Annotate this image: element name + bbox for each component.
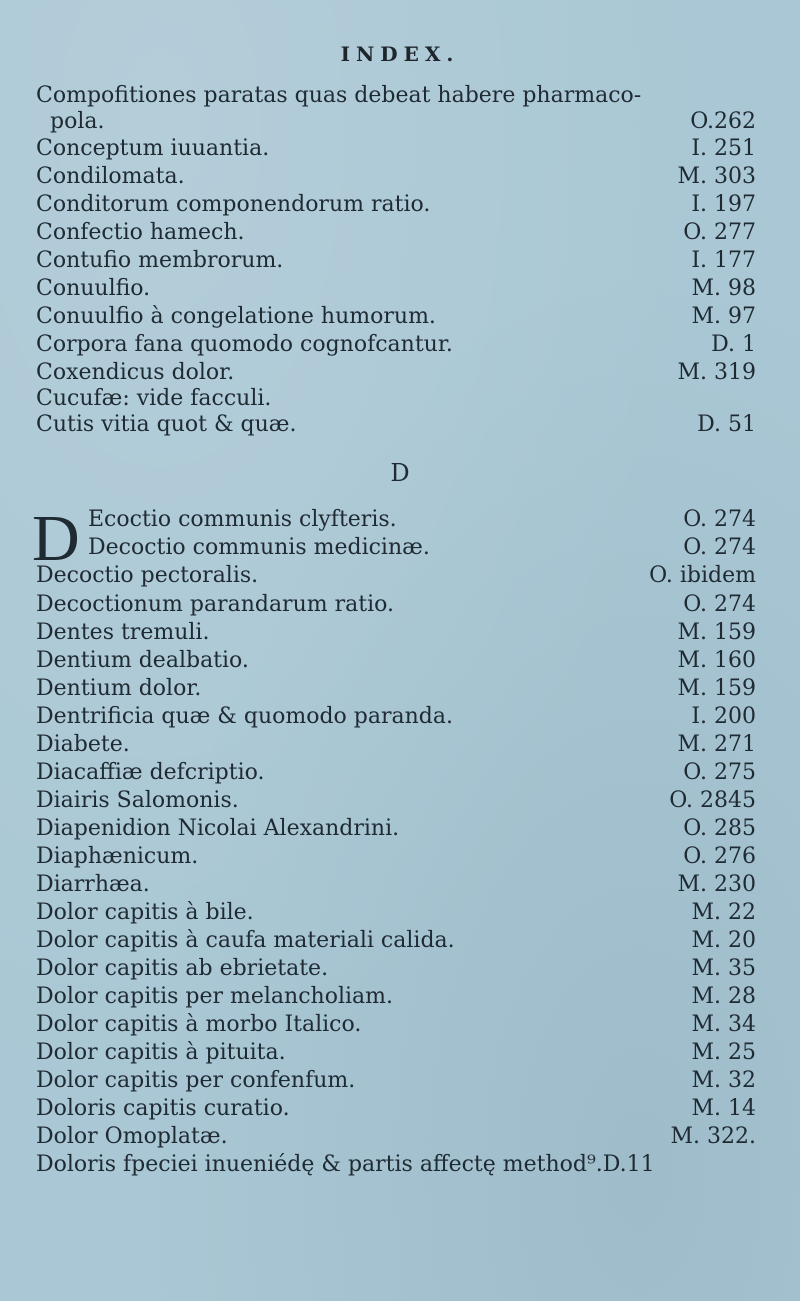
entry-term: Compofitiones paratas quas debeat habere pharmaco-	[36, 83, 642, 108]
entry-term: Decoctio pectoralis.	[36, 563, 259, 588]
entry-ref: M. 159	[677, 620, 756, 645]
entry-term: Dolor capitis à caufa materiali calida.	[36, 928, 455, 953]
entry-ref: M. 230	[677, 872, 756, 897]
index-entry	[36, 815, 756, 843]
entry-term: Dolor capitis ab ebrietate.	[36, 956, 329, 981]
entry-ref: O.262	[690, 109, 756, 134]
entry-term: Dolor capitis per melancholiam.	[36, 984, 393, 1009]
entry-term: Diairis Salomonis.	[36, 788, 239, 813]
entry-term: Dolor capitis à morbo Italico.	[36, 1012, 362, 1037]
entry-ref: O. 274	[683, 535, 756, 560]
index-entry	[36, 1095, 756, 1123]
entry-term: Diarrhæa.	[36, 872, 150, 897]
entry-ref: M. 319	[677, 360, 756, 385]
entry-ref: M. 25	[691, 1040, 756, 1065]
entry-term: Conuulfio à congelatione humorum.	[36, 304, 436, 329]
index-entry	[36, 359, 756, 387]
index-entry	[36, 787, 756, 815]
entry-term: Doloris fpeciei inueniédę & partis affectę method⁹.D.11	[36, 1152, 655, 1177]
entry-term: Decoctio communis medicinæ.	[88, 535, 430, 560]
entry-term: Dentrificia quæ & quomodo paranda.	[36, 704, 453, 729]
entry-ref: M. 160	[677, 648, 756, 673]
entry-term: Conuulfio.	[36, 276, 151, 301]
index-entry	[36, 506, 756, 534]
index-entry	[36, 108, 756, 136]
entry-ref: M. 28	[691, 984, 756, 1009]
index-entry	[36, 843, 756, 871]
entry-term: Cutis vitia quot & quæ.	[36, 412, 297, 437]
entry-term: Diabete.	[36, 732, 130, 757]
entry-ref: O. ibidem	[649, 563, 756, 588]
index-entry	[36, 731, 756, 759]
index-entry	[36, 591, 756, 619]
index-entry	[36, 927, 756, 955]
entry-term: Cucufæ: vide facculi.	[36, 386, 272, 411]
entry-term: Decoctionum parandarum ratio.	[36, 592, 394, 617]
entry-term: pola.	[50, 109, 105, 134]
entry-ref: M. 22	[691, 900, 756, 925]
index-entry	[36, 247, 756, 275]
index-entry	[36, 1067, 756, 1095]
drop-cap: D	[32, 502, 80, 575]
entry-term: Diapenidion Nicolai Alexandrini.	[36, 816, 400, 841]
entry-ref: M. 159	[677, 676, 756, 701]
entry-ref: O. 276	[683, 844, 756, 869]
index-entry	[36, 647, 756, 675]
entry-ref: M. 271	[677, 732, 756, 757]
index-entry	[36, 303, 756, 331]
entry-term: Diacaffiæ defcriptio.	[36, 760, 265, 785]
entry-ref: D. 51	[697, 412, 756, 437]
index-entry	[36, 899, 756, 927]
index-entry	[36, 163, 756, 191]
entry-ref: O. 285	[683, 816, 756, 841]
index-entry	[36, 675, 756, 703]
entry-term: Coxendicus dolor.	[36, 360, 235, 385]
entry-ref: D. 1	[711, 332, 756, 357]
entry-ref: O. 274	[683, 507, 756, 532]
section-letter: D	[390, 459, 410, 487]
entry-ref: M. 322.	[670, 1124, 756, 1149]
index-entry	[36, 411, 756, 439]
entry-ref: I. 200	[691, 704, 756, 729]
index-entry	[36, 385, 756, 413]
index-entry	[36, 955, 756, 983]
entry-ref: I. 197	[691, 192, 756, 217]
index-entry	[36, 275, 756, 303]
entry-ref: M. 35	[691, 956, 756, 981]
entry-term: Diaphænicum.	[36, 844, 199, 869]
entry-term: Doloris capitis curatio.	[36, 1096, 290, 1121]
entry-ref: I. 177	[691, 248, 756, 273]
index-entry	[36, 983, 756, 1011]
index-entry	[36, 562, 756, 590]
index-entry	[36, 619, 756, 647]
entry-term: Conditorum componendorum ratio.	[36, 192, 431, 217]
entry-term: Dentium dolor.	[36, 676, 202, 701]
entry-term: Corpora fana quomodo cognofcantur.	[36, 332, 453, 357]
entry-ref: O. 275	[683, 760, 756, 785]
entry-ref: M. 14	[691, 1096, 756, 1121]
entry-term: Dentium dealbatio.	[36, 648, 249, 673]
entry-ref: O. 277	[683, 220, 756, 245]
entry-ref: M. 98	[691, 276, 756, 301]
entry-ref: O. 274	[683, 592, 756, 617]
entry-term: Confectio hamech.	[36, 220, 245, 245]
entry-ref: O. 2845	[669, 788, 756, 813]
index-entry	[36, 759, 756, 787]
index-entry	[36, 1039, 756, 1067]
index-entry	[36, 703, 756, 731]
index-entry	[36, 219, 756, 247]
entry-ref: M. 303	[677, 164, 756, 189]
entry-ref: M. 20	[691, 928, 756, 953]
index-entry	[36, 331, 756, 359]
entry-term: Contufio membrorum.	[36, 248, 284, 273]
index-entry	[36, 191, 756, 219]
index-entry	[36, 82, 756, 110]
index-entry	[36, 1011, 756, 1039]
index-entry	[36, 534, 756, 562]
entry-term: Conceptum iuuantia.	[36, 136, 270, 161]
entry-term: Dolor capitis à bile.	[36, 900, 254, 925]
index-entry	[36, 135, 756, 163]
index-entry	[36, 871, 756, 899]
entry-term: Dentes tremuli.	[36, 620, 210, 645]
index-entry	[36, 1123, 756, 1151]
entry-term: Dolor capitis per confenfum.	[36, 1068, 356, 1093]
index-entry	[36, 1151, 756, 1179]
entry-ref: M. 34	[691, 1012, 756, 1037]
running-head: INDEX.	[340, 42, 460, 66]
entry-ref: I. 251	[691, 136, 756, 161]
entry-term: Dolor capitis à pituita.	[36, 1040, 286, 1065]
entry-term: Dolor Omoplatæ.	[36, 1124, 228, 1149]
entry-term: Ecoctio communis clyfteris.	[88, 507, 397, 532]
entry-ref: M. 32	[691, 1068, 756, 1093]
entry-ref: M. 97	[691, 304, 756, 329]
entry-term: Condilomata.	[36, 164, 185, 189]
